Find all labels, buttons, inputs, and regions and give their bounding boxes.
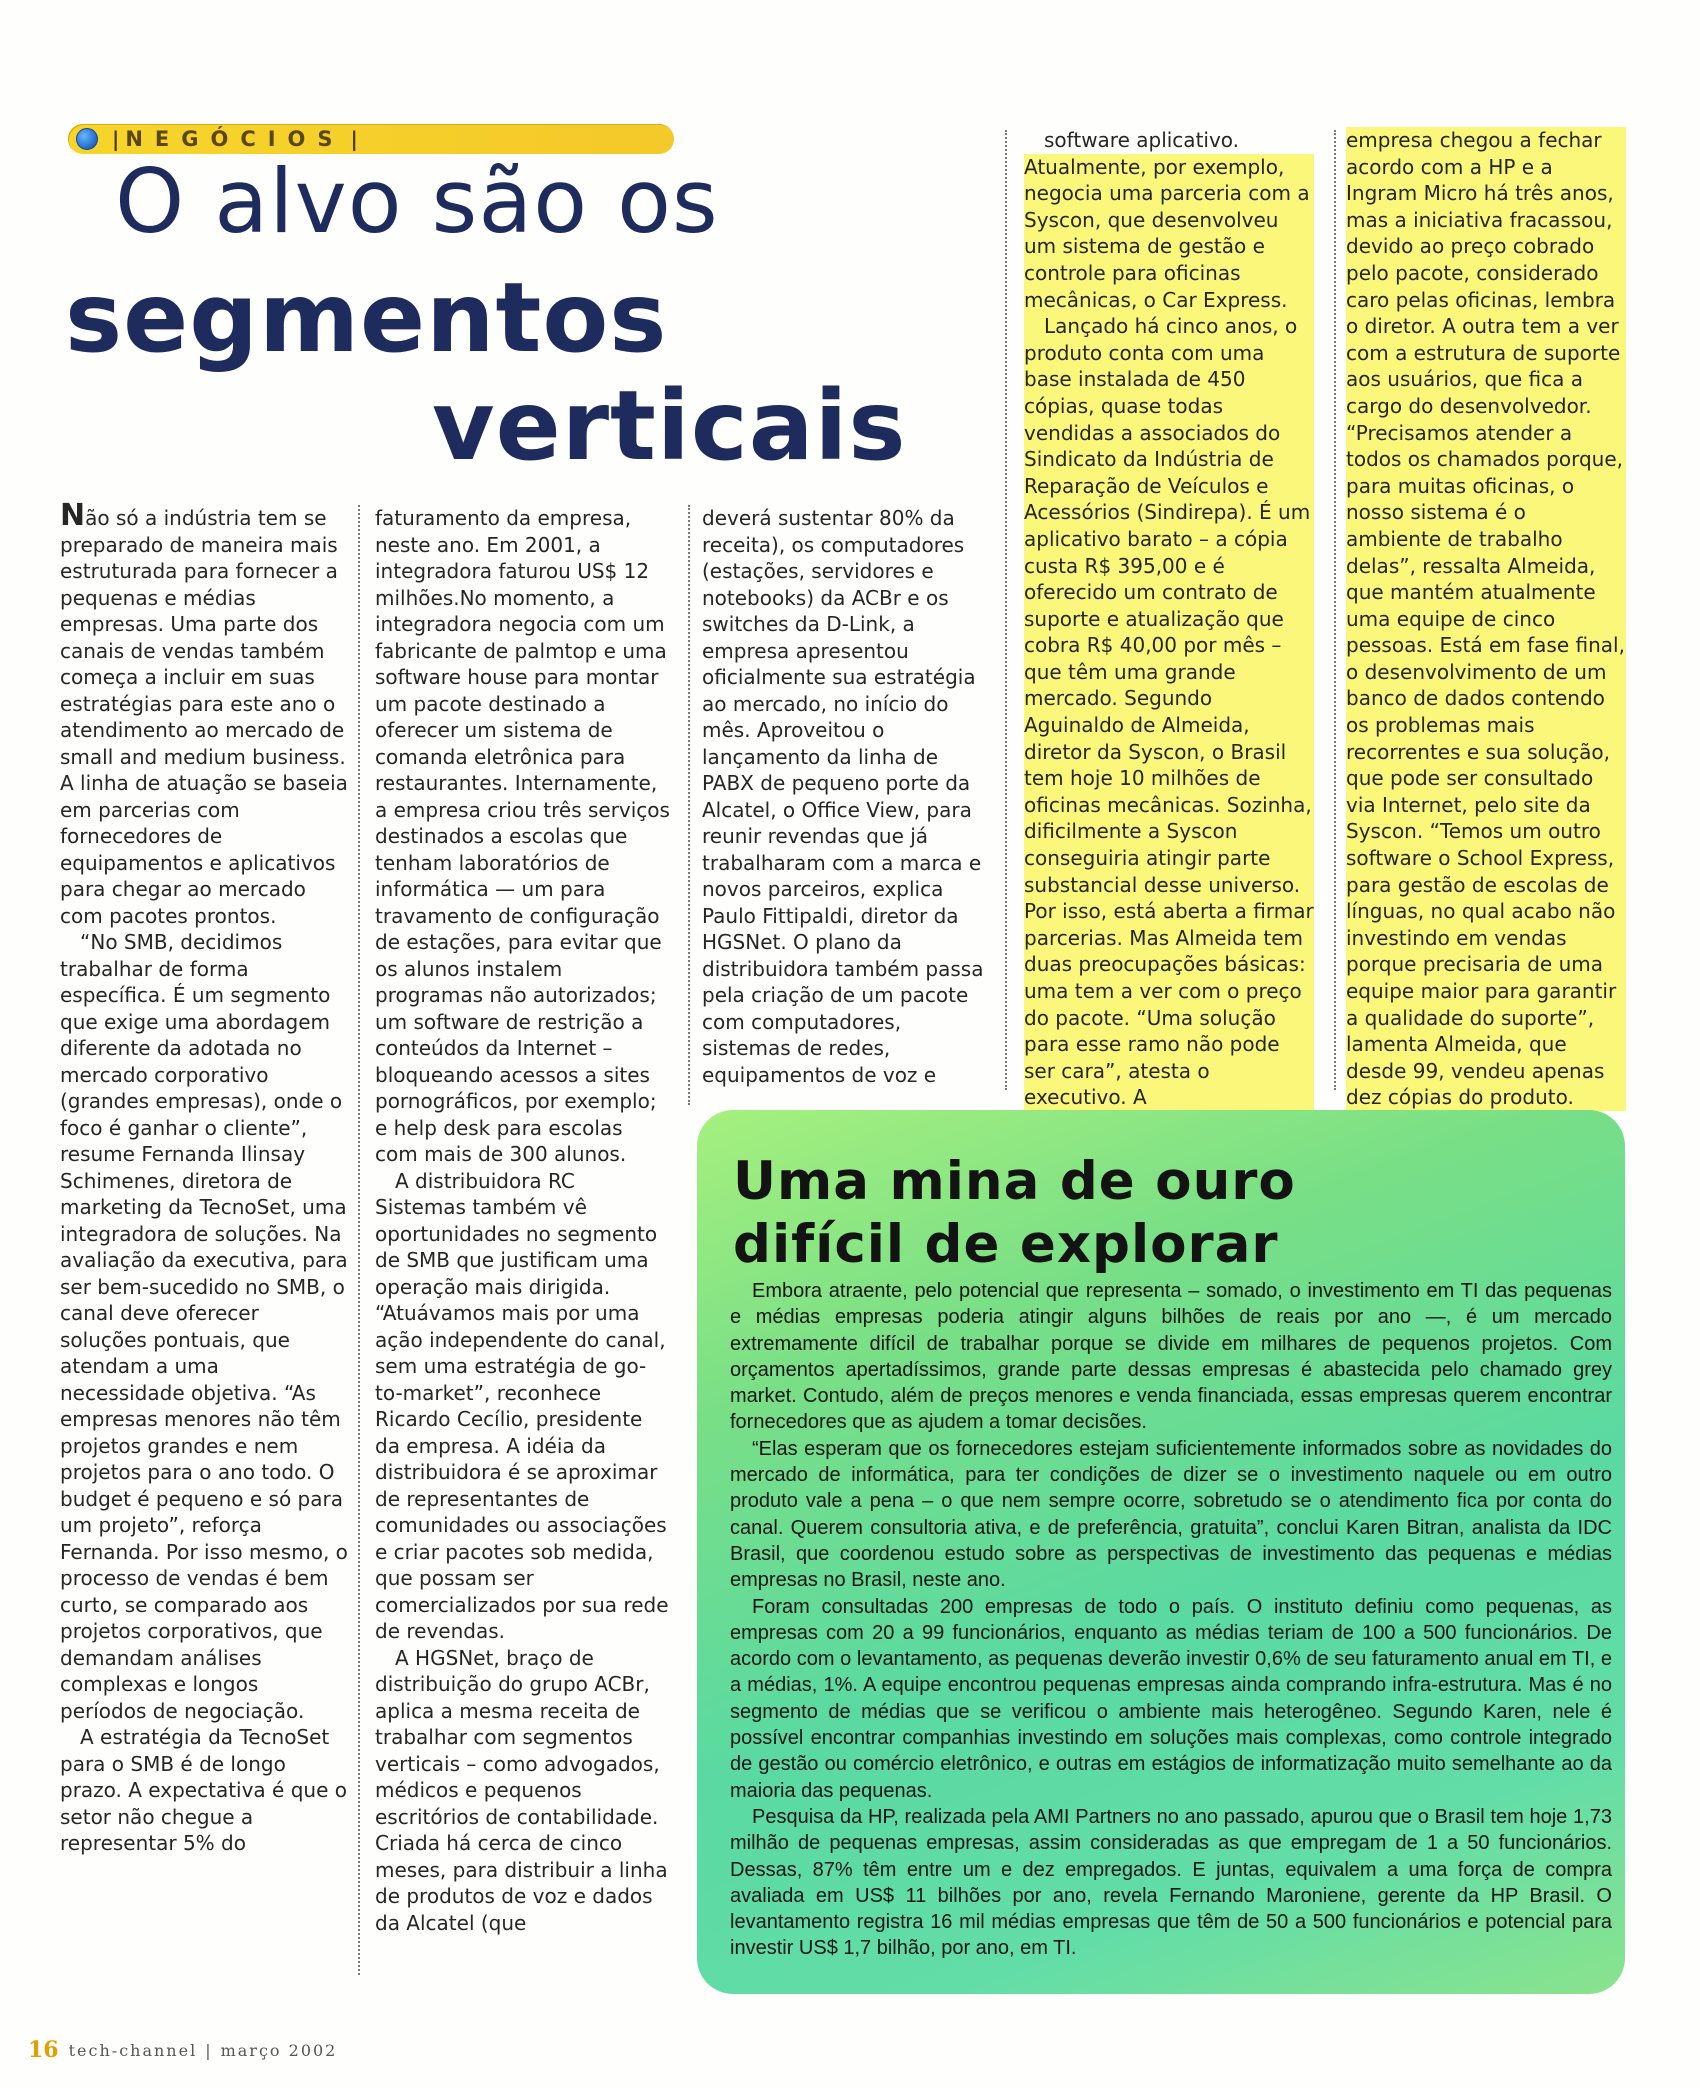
sidebar-title-line-2: difícil de explorar: [733, 1214, 1279, 1275]
paragraph: A distribuidora RC Sistemas também vê oportunidades no segmento de SMB que justificam uma operação mais dirigida. “Atuávamos mais por uma ação independente do canal, sem uma estratégia de go-to-market”, reconhece Ricardo Cecílio, presidente da empresa. A idéia da distribuidora é se aproximar de representantes de comunidades ou associações e criar pacotes sob medida, que possam ser comercializados por sua rede de revendas.: [375, 1168, 669, 1643]
article-column-3: [702, 505, 992, 1088]
issue-date: março 2002: [220, 2040, 338, 2060]
page-number: 16: [28, 2037, 59, 2063]
paragraph: Embora atraente, pelo potencial que representa – somado, o investimento em TI das pequenas e médias empresas poderia atingir alguns bilhões de reais por ano —, é um mercado extremamente difícil de trabalhar porque se divide em milhares de pequenos projetos. Com orçamentos apertadíssimos, grande parte dessas empresas é abastecida pelo chamado grey market. Contudo, além de preços menores e venda financiada, essas empresas querem encontrar fornecedores que as ajudem a tomar decisões.: [730, 1280, 1612, 1434]
paragraph: faturamento da empresa, neste ano. Em 2001, a integradora faturou US$ 12 milhões.No momento, a integradora negocia com um fabricante de palmtop e uma software house para montar um pacote destinado a oferecer um sistema de comanda eletrônica para restaurantes. Internamente, a empresa criou três serviços destinados a escolas que tenham laboratórios de informática — um para travamento de configuração de estações, para evitar que os alunos instalem programas não autorizados; um software de restrição a conteúdos da Internet – bloqueando acessos a sites pornográficos, por exemplo; e help desk para escolas com mais de 300 alunos.: [375, 506, 670, 1166]
paragraph: A estratégia da TecnoSet para o SMB é de longo prazo. A expectativa é que o setor não chegue a representar 5% do: [60, 1725, 347, 1855]
footer-separator: |: [205, 2040, 213, 2060]
headline-line-1: O alvo são os: [115, 150, 719, 253]
paragraph: “Elas esperam que os fornecedores estejam suficientemente informados sobre as novidades do mercado de informática, para ter condições de dizer se o investimento naquele ou em outro produto vale a pena – o que nem sempre ocorre, sobretudo se o atendimento fica por conta do canal. Querem consultoria ativa, e de preferência, gratuita”, conclui Karen Bitran, analista da IDC Brasil, que coordenou estudo sobre as perspectivas de investimento das pequenas e médias empresas no Brasil, neste ano.: [730, 1437, 1612, 1592]
column-divider: [1005, 130, 1007, 1090]
paragraph: [60, 498, 348, 929]
section-separator-left: |: [112, 127, 120, 151]
paragraph: “No SMB, decidimos trabalhar de forma específica. É um segmento que exige uma abordagem diferente da adotada no mercado corporativo (grandes empresas), onde o foco é ganhar o cliente”, resume Fernanda Ilinsay Schimenes, diretora de marketing da TecnoSet, uma integradora de soluções. Na avaliação da executiva, para ser bem-sucedido no SMB, o canal deve oferecer soluções pontuais, que atendam a uma necessidade objetiva. “As empresas menores não têm projetos grandes e nem projetos para o ano todo. O budget é pequeno e só para um projeto”, reforça Fernanda. Por isso mesmo, o processo de vendas é bem curto, se comparado aos projetos corporativos, que demandam análises complexas e longos períodos de negociação.: [60, 930, 348, 1723]
sidebar-title-line-1: Uma mina de ouro: [733, 1151, 1296, 1212]
column-divider: [1334, 130, 1336, 1090]
highlighted-passage: [1024, 154, 1314, 1111]
headline-line-3: verticais: [432, 370, 907, 482]
sidebar-text: [730, 1278, 1612, 1962]
article-column-1: [60, 498, 348, 1857]
article-column-2: [375, 505, 671, 1936]
bullet-dot-icon: [76, 128, 98, 150]
paragraph: empresa chegou a fechar acordo com a HP e a Ingram Micro há três anos, mas a iniciativa fracassou, devido ao preço cobrado pelo pacote, considerado caro pelas oficinas, lembra o diretor. A outra tem a ver com a estrutura de suporte aos usuários, que fica a cargo do desenvolvedor. “Precisamos atender a todos os chamados porque, para muitas oficinas, o nosso sistema é o ambiente de trabalho delas”, ressalta Almeida, que mantém atualmente uma equipe de cinco pessoas. Está em fase final, o desenvolvimento de um banco de dados contendo os problemas mais recorrentes e sua solução, que pode ser consultado via Internet, pelo site da Syscon. “Temos um outro software o School Express, para gestão de escolas de línguas, no qual acabo não investindo em vendas porque precisaria de uma equipe maior para garantir a qualidade do suporte”, lamenta Almeida, que desde 99, vendeu apenas dez cópias do produto.: [1346, 128, 1625, 1110]
article-column-4: [1024, 127, 1314, 1111]
section-label: NEGÓCIOS: [125, 127, 345, 151]
magazine-name: tech-channel: [68, 2040, 198, 2060]
section-separator-right: |: [350, 127, 358, 151]
paragraph: Lançado há cinco anos, o produto conta com uma base instalada de 450 cópias, quase todas vendidas a associados do Sindicato da Indústria de Reparação de Veículos e Acessórios (Sindirepa). É um aplicativo barato – a cópia custa R$ 395,00 e é oferecido um contrato de suporte e atualização que cobra R$ 40,00 por mês – que têm uma grande mercado. Segundo Aguinaldo de Almeida, diretor da Syscon, o Brasil tem hoje 10 milhões de oficinas mecânicas. Sozinha, dificilmente a Syscon conseguiria atingir parte substancial desse universo. Por isso, está aberta a firmar parcerias. Mas Almeida tem duas preocupações básicas: uma tem a ver com o preço do pacote. “Uma solução para esse ramo não pode ser cara”, atesta o executivo. A: [1024, 314, 1314, 1110]
sidebar-title: [733, 1150, 1296, 1276]
paragraph: Foram consultadas 200 empresas de todo o país. O instituto definiu como pequenas, as empresas com 20 a 99 funcionários, enquanto as médias teriam de 100 a 500 funcionários. De acordo com o levantamento, as pequenas deverão investir 0,6% de seu faturamento anual em TI, e a médias, 1%. A equipe encontrou pequenas empresas ainda comprando infra-estrutura. Mas é no segmento de médias que se verificou o ambiente mais heterogêneo. Segundo Karen, nele é possível encontrar companhias investindo em soluções mais complexas, como controle integrado de gestão ou comércio eletrônico, e outras em estágios de informatização muito semelhante ao da maioria das pequenas.: [730, 1595, 1612, 1802]
drop-cap: N: [60, 498, 86, 533]
headline-line-2: segmentos: [65, 262, 668, 374]
column-divider: [688, 505, 690, 1105]
paragraph: software aplicativo.: [1044, 128, 1240, 152]
paragraph: Pesquisa da HP, realizada pela AMI Partners no ano passado, apurou que o Brasil tem hoje 1,73 milhão de pequenas empresas, assim consideradas as que empregam de 1 a 50 funcionários. Dessas, 87% têm entre um e dez empregados. E juntas, equivalem a uma força de compra avaliada em US$ 11 bilhões por ano, revela Fernando Maroniene, gerente da HP Brasil. O levantamento registra 16 mil médias empresas que têm de 50 a 500 funcionários e potencial para investir US$ 1,7 bilhão, por ano, em TI.: [730, 1805, 1612, 1960]
column-divider: [358, 505, 360, 1975]
paragraph-text: ão só a indústria tem se preparado de maneira mais estruturada para fornecer a pequenas e médias empresas. Uma parte dos canais de vendas também começa a incluir em suas estratégias para este ano o atendimento ao mercado de small and medium business. A linha de atuação se baseia em parcerias com fornecedores de equipamentos e aplicativos para chegar ao mercado com pacotes prontos.: [60, 506, 348, 928]
page-footer: [28, 2037, 337, 2063]
paragraph: A HGSNet, braço de distribuição do grupo ACBr, aplica a mesma receita de trabalhar com segmentos verticais – como advogados, médicos e pequenos escritórios de contabilidade. Criada há cerca de cinco meses, para distribuir a linha de produtos de voz e dados da Alcatel (que: [375, 1645, 668, 1935]
paragraph: deverá sustentar 80% da receita), os computadores (estações, servidores e notebooks) da ACBr e os switches da D-Link, a empresa apresentou oficialmente sua estratégia ao mercado, no início do mês. Aproveitou o lançamento da linha de PABX de pequeno porte da Alcatel, o Office View, para reunir revendas que já trabalharam com a marca e novos parceiros, explica Paulo Fittipaldi, diretor da HGSNet. O plano da distribuidora também passa pela criação de um pacote com computadores, sistemas de redes, equipamentos de voz e: [702, 506, 984, 1087]
paragraph: Atualmente, por exemplo, negocia uma parceria com a Syscon, que desenvolveu um sistema de gestão e controle para oficinas mecânicas, o Car Express.: [1024, 154, 1310, 312]
highlighted-passage: [1346, 127, 1626, 1111]
article-column-5: [1346, 127, 1626, 1111]
